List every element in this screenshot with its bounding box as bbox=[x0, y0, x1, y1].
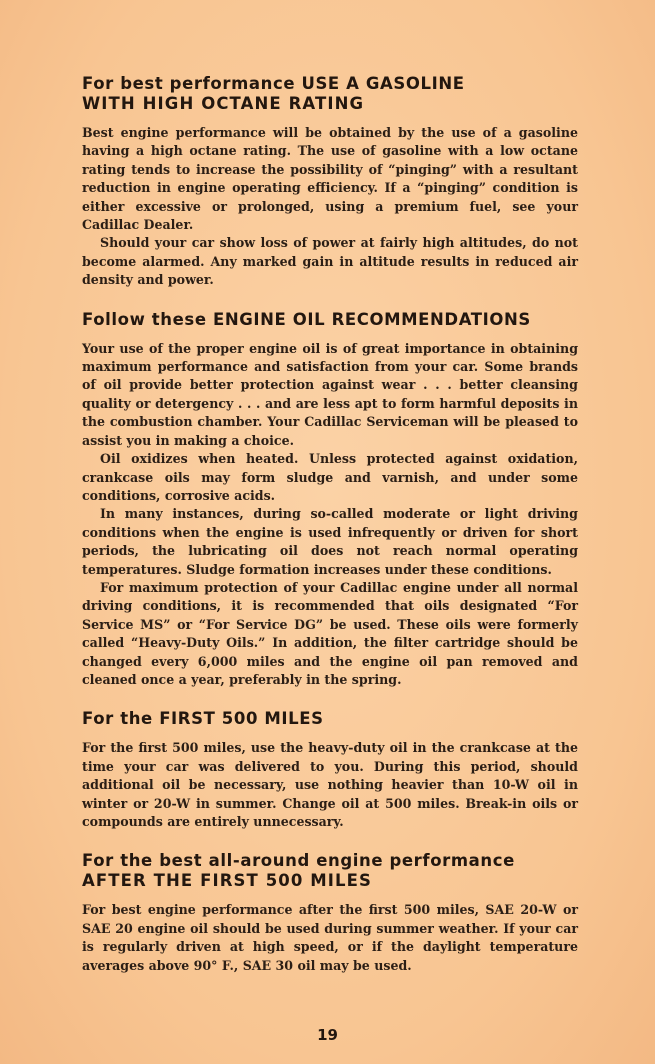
engine-oil-section bbox=[82, 310, 578, 690]
first-500-miles-body bbox=[82, 739, 578, 831]
paragraph: In many instances, during so-called moderate or light driving conditions when the engine is used infrequently or driven for short periods, the lubricating oil does not reach normal operating temperatures. Sludge formation increases under these conditions. bbox=[82, 506, 578, 577]
manual-page bbox=[82, 74, 578, 995]
after-500-miles-heading-line2: AFTER THE FIRST 500 MILES bbox=[82, 871, 373, 891]
engine-oil-heading bbox=[82, 310, 578, 330]
paragraph: Should your car show loss of power at fairly high altitudes, do not become alarmed. Any marked gain in altitude results in reduced air density and power. bbox=[82, 235, 578, 288]
gasoline-section bbox=[82, 74, 578, 290]
first-500-miles-heading bbox=[82, 709, 578, 729]
page-number: 19 bbox=[317, 1026, 338, 1044]
after-500-miles-section bbox=[82, 851, 578, 975]
paragraph: Your use of the proper engine oil is of great importance in obtaining maximum performance and satisfaction from your car. Some brands of oil provide better protection against wear . . . better cleansing quality or detergency . . . and are less apt to form harmful deposits in the combustion chamber. Your Cadillac Serviceman will be pleased to assist you in making a choice. bbox=[82, 340, 578, 448]
gasoline-body bbox=[82, 124, 578, 290]
gasoline-heading-line2: WITH HIGH OCTANE RATING bbox=[82, 94, 365, 113]
after-500-miles-heading-line1: For the best all-around engine performance bbox=[82, 851, 515, 871]
paragraph: For maximum protection of your Cadillac engine under all normal driving conditions, it is recommended that oils designated “For Service MS” or “For Service DG” be used. These oils were formerly called “Heavy-Duty Oils.” In addition, the filter cartridge should be changed every 6,000 miles and the engine oil pan removed and cleaned once a year, preferably in the spring. bbox=[82, 579, 578, 687]
paragraph: Best engine performance will be obtained by the use of a gasoline having a high octane rating. The use of gasoline with a low octane rating tends to increase the possibility of “pinging” with a resultant reduction in engine operating efficiency. If a “pinging” condition is either excessive or prolonged, using a premium fuel, see your Cadillac Dealer. bbox=[82, 125, 578, 233]
first-500-miles-section bbox=[82, 709, 578, 831]
after-500-miles-body bbox=[82, 901, 578, 975]
gasoline-heading bbox=[82, 74, 578, 114]
paragraph: Oil oxidizes when heated. Unless protected against oxidation, crankcase oils may form sludge and varnish, and under some conditions, corrosive acids. bbox=[82, 451, 578, 503]
first-500-miles-heading-line1: For the FIRST 500 MILES bbox=[82, 709, 324, 729]
paragraph: For best engine performance after the first 500 miles, SAE 20-W or SAE 20 engine oil should be used during summer weather. If your car is regularly driven at high speed, or if the daylight temperature averages above 90° F., SAE 30 oil may be used. bbox=[82, 902, 578, 973]
paragraph: For the first 500 miles, use the heavy-duty oil in the crankcase at the time your car was delivered to you. During this period, should additional oil be necessary, use nothing heavier than 10-W oil in winter or 20-W in summer. Change oil at 500 miles. Break-in oils or compounds are entirely unnecessary. bbox=[82, 740, 578, 829]
gasoline-heading-line1: For best performance USE A GASOLINE bbox=[82, 74, 465, 93]
after-500-miles-heading bbox=[82, 851, 578, 891]
engine-oil-heading-line1: Follow these ENGINE OIL RECOMMENDATIONS bbox=[82, 309, 531, 329]
engine-oil-body bbox=[82, 340, 578, 690]
